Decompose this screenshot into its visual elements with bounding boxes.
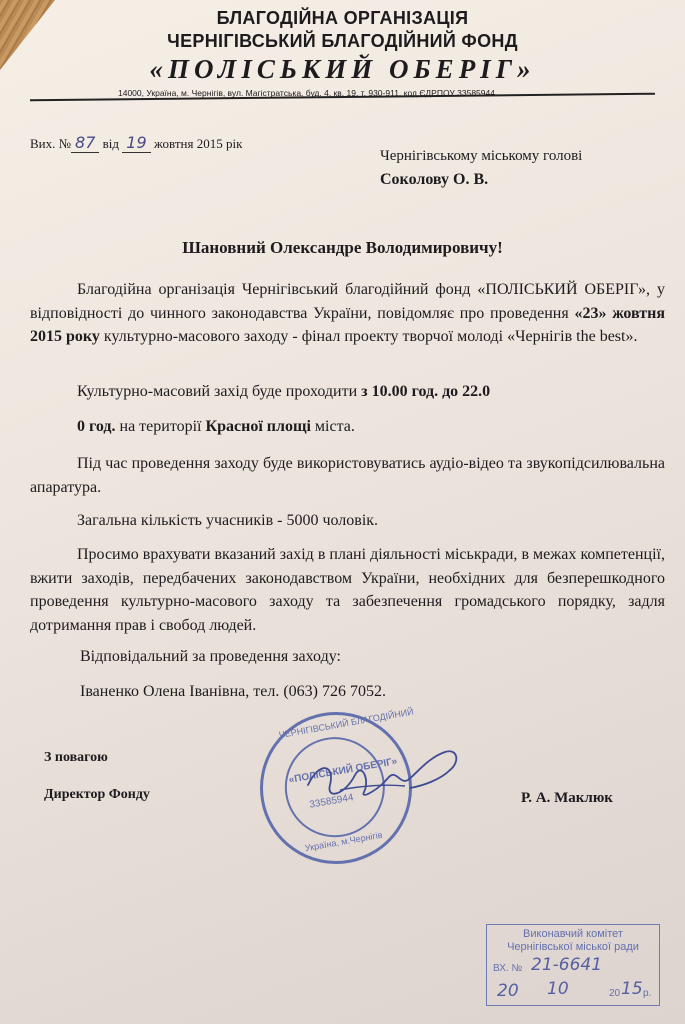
paragraph-1-text-a: Благодійна організація Чернігівський благодійний фонд «ПОЛІСЬКИЙ ОБЕРІГ», у відповідності до чинного законодавства України, повідомляє про проведення xyxy=(30,281,665,322)
stamp-center-text: «ПОЛІСЬКИЙ ОБЕРІГ» xyxy=(288,756,398,786)
paragraph-2-text-d: на території xyxy=(115,418,206,435)
paragraph-responsible-person: Іваненко Олена Іванівна, тел. (063) 726 7052. xyxy=(80,683,386,700)
paragraph-2-text-f: міста. xyxy=(310,418,355,435)
paragraph-1-text-c: культурно-масового заходу - фінал проекту творчої молоді «Чернігів the best». xyxy=(99,328,638,345)
paragraph-time-line-1 xyxy=(77,383,490,401)
reg-stamp-day: 20 xyxy=(497,981,519,1001)
event-location: Красної площі xyxy=(205,418,311,435)
paragraph-request: Просимо врахувати вказаний захід в плані діяльності міськради, в межах компетенції, вжити заходів, передбачених законодавством України, необхідних для безперешкодного проведення культурно-масового заходу та забезпечення громадського порядку, задля дотримання прав і свобод людей. xyxy=(30,546,665,634)
handwritten-signature xyxy=(300,740,470,820)
reg-stamp-year-suffix: 15 xyxy=(621,979,643,999)
reg-stamp-year-prefix: 20 xyxy=(609,988,621,999)
paragraph-equipment: Під час проведення заходу буде використовуватись аудіо-відео та звукопідсилювальна апаратура. xyxy=(30,455,665,496)
salutation: Шановний Олександре Володимировичу! xyxy=(182,238,503,257)
reg-stamp-in-label: ВХ. № xyxy=(493,963,523,974)
letterhead-line-2: ЧЕРНІГІВСЬКИЙ БЛАГОДІЙНИЙ ФОНД xyxy=(167,31,518,51)
reg-stamp-line-1: Виконавчий комітет xyxy=(523,928,623,940)
paragraph-responsible-label: Відповідальний за проведення заходу: xyxy=(80,648,341,665)
letterhead-org-name: «ПОЛІСЬКИЙ ОБЕРІГ» xyxy=(149,54,536,84)
reg-stamp-in-number: 21-6641 xyxy=(531,955,603,975)
reg-stamp-month: 10 xyxy=(547,979,569,999)
letterhead-line-1: БЛАГОДІЙНА ОРГАНІЗАЦІЯ xyxy=(216,8,469,28)
paragraph-time-line-2 xyxy=(77,418,355,436)
outgoing-day: 19 xyxy=(122,133,150,153)
outgoing-prefix: Вих. № xyxy=(30,136,72,151)
reg-stamp-year-end: р. xyxy=(643,988,652,999)
registration-stamp xyxy=(486,924,660,1006)
outgoing-number-line xyxy=(30,133,242,152)
signature-name: Р. А. Маклюк xyxy=(521,790,613,806)
outgoing-from-word: від xyxy=(102,136,120,151)
stamp-bottom-text: Україна, м.Чернігів xyxy=(304,829,384,854)
recipient-line-2: Соколову О. В. xyxy=(380,171,489,188)
signature-position: Директор Фонду xyxy=(44,787,150,802)
letterhead-address: 14000, Україна, м. Чернігів, вул. Магістратська, буд. 4, кв. 19, т. 930-911, код ЄДРПОУ 33585944 xyxy=(118,88,495,98)
outgoing-month-year: жовтня 2015 рік xyxy=(153,136,243,151)
recipient-line-1: Чернігівському міському голові xyxy=(380,148,583,164)
paragraph-announcement xyxy=(30,278,665,349)
outgoing-number: 87 xyxy=(71,133,99,153)
reg-stamp-line-2: Чернігівської міської ради xyxy=(507,941,639,953)
event-time-end: 0 год. xyxy=(77,418,116,435)
event-time-start: з 10.00 год. до 22.0 xyxy=(361,383,491,400)
signature-regards: З повагою xyxy=(44,750,108,765)
event-date: «23» жовтня 2015 року xyxy=(30,304,666,345)
paragraph-2-text-a: Культурно-масовий захід буде проходити xyxy=(77,383,362,400)
paragraph-participants: Загальна кількість учасників - 5000 чоловік. xyxy=(77,512,379,529)
stamp-top-text: ЧЕРНІГІВСЬКИЙ БЛАГОДІЙНИЙ xyxy=(278,706,415,741)
stamp-code: 33585944 xyxy=(308,792,355,811)
